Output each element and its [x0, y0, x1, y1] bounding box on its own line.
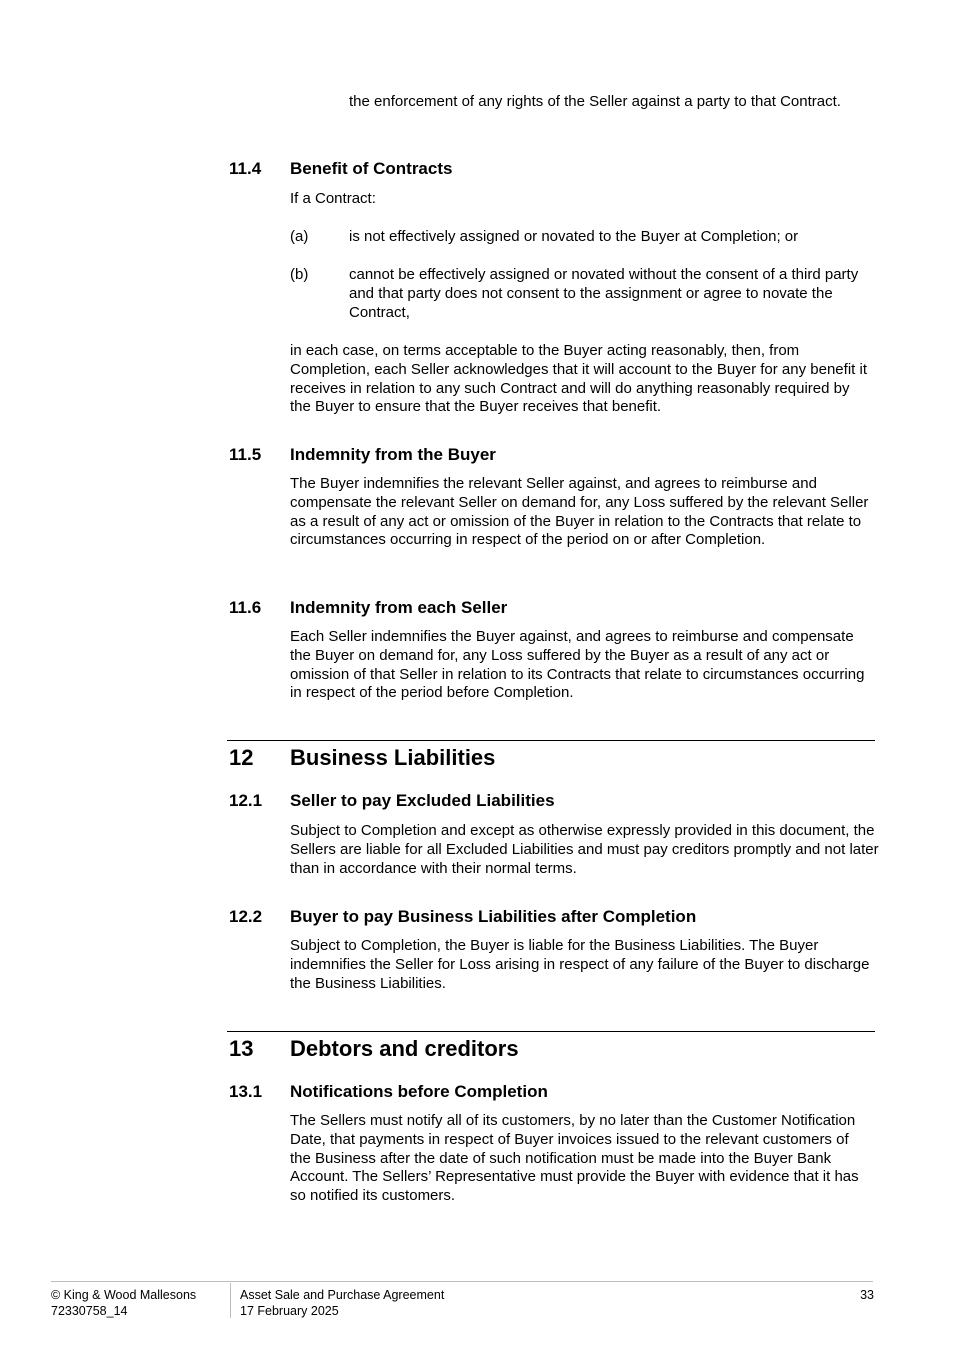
section-12-title: Business Liabilities: [290, 745, 496, 770]
footer-doc-id: 72330758_14: [51, 1304, 128, 1318]
clause-12-1-title: Seller to pay Excluded Liabilities: [290, 791, 555, 810]
clause-11-5-number: 11.5: [229, 445, 262, 464]
clause-12-2-text: Subject to Completion, the Buyer is liable for the Business Liabilities. The Buyer indemnifies the Seller for Loss arising in respect of any failure of the Buyer to discharge the Business Liabilities.: [290, 937, 870, 992]
clause-12-2-number: 12.2: [229, 907, 263, 926]
clause-11-4-title: Benefit of Contracts: [290, 159, 453, 178]
clause-11-6-text: Each Seller indemnifies the Buyer against, and agrees to reimburse and compensate the Buyer on demand for, any Loss suffered by the Buyer as a result of any act or omission of that Seller in relation to its Contracts that relate to circumstances occurring in respect of the period before Completion.: [290, 628, 865, 702]
footer-copyright: © King & Wood Mallesons: [51, 1288, 197, 1302]
clause-11-4-number: 11.4: [229, 159, 262, 178]
footer-doc-date: 17 February 2025: [240, 1304, 339, 1318]
section-13-number: 13: [229, 1036, 254, 1061]
section-12-rule: [227, 740, 875, 741]
clause-13-1-text: The Sellers must notify all of its customers, by no later than the Customer Notification Date, that payments in respect of Buyer invoices issued to the relevant customers of the Business after the date of such notification must be made into the Buyer Bank Account. The Sellers’ Representative must provide the Buyer with evidence that it has so notified its customers.: [290, 1112, 859, 1205]
clause-11-4-item-b-label: (b): [290, 266, 309, 283]
clause-11-4-item-b-text: cannot be effectively assigned or novated without the consent of a third party and that party does not consent to the assignment or agree to novate the Contract,: [349, 266, 859, 321]
footer-rule: [51, 1281, 873, 1282]
section-13-title: Debtors and creditors: [290, 1036, 519, 1061]
clause-11-4-item-a-label: (a): [290, 228, 309, 245]
clause-11-6-title: Indemnity from each Seller: [290, 598, 508, 617]
clause-11-4-intro: If a Contract:: [290, 190, 376, 207]
footer-page-number: 33: [860, 1288, 874, 1302]
clause-11-5-text: The Buyer indemnifies the relevant Seller against, and agrees to reimburse and compensate the relevant Seller on demand for, any Loss suffered by the relevant Seller as a result of any act or omission of the Buyer in relation to the Contracts that relate to circumstances occurring in respect of the period on or after Completion.: [290, 475, 869, 549]
clause-11-4-outro: in each case, on terms acceptable to the Buyer acting reasonably, then, from Completion, each Seller acknowledges that it will account to the Buyer for any benefit it receives in relation to any such Contract and will do anything reasonably required by the Buyer to ensure that the Buyer receives that benefit.: [290, 342, 867, 416]
footer-divider: [230, 1283, 231, 1318]
clause-13-1-title: Notifications before Completion: [290, 1082, 548, 1101]
clause-11-4-item-a-text: is not effectively assigned or novated to the Buyer at Completion; or: [349, 228, 799, 245]
footer-doc-title: Asset Sale and Purchase Agreement: [240, 1288, 445, 1302]
clause-13-1-number: 13.1: [229, 1082, 263, 1101]
clause-12-2-title: Buyer to pay Business Liabilities after Completion: [290, 907, 697, 926]
section-12-number: 12: [229, 745, 254, 770]
section-13-rule: [227, 1031, 875, 1032]
clause-12-1-text: Subject to Completion and except as otherwise expressly provided in this document, the Sellers are liable for all Excluded Liabilities and must pay creditors promptly and not later than in accordance with their normal terms.: [290, 822, 879, 877]
clause-11-6-number: 11.6: [229, 598, 262, 617]
clause-12-1-number: 12.1: [229, 791, 263, 810]
continuation-text: the enforcement of any rights of the Seller against a party to that Contract.: [349, 93, 841, 110]
clause-11-5-title: Indemnity from the Buyer: [290, 445, 496, 464]
